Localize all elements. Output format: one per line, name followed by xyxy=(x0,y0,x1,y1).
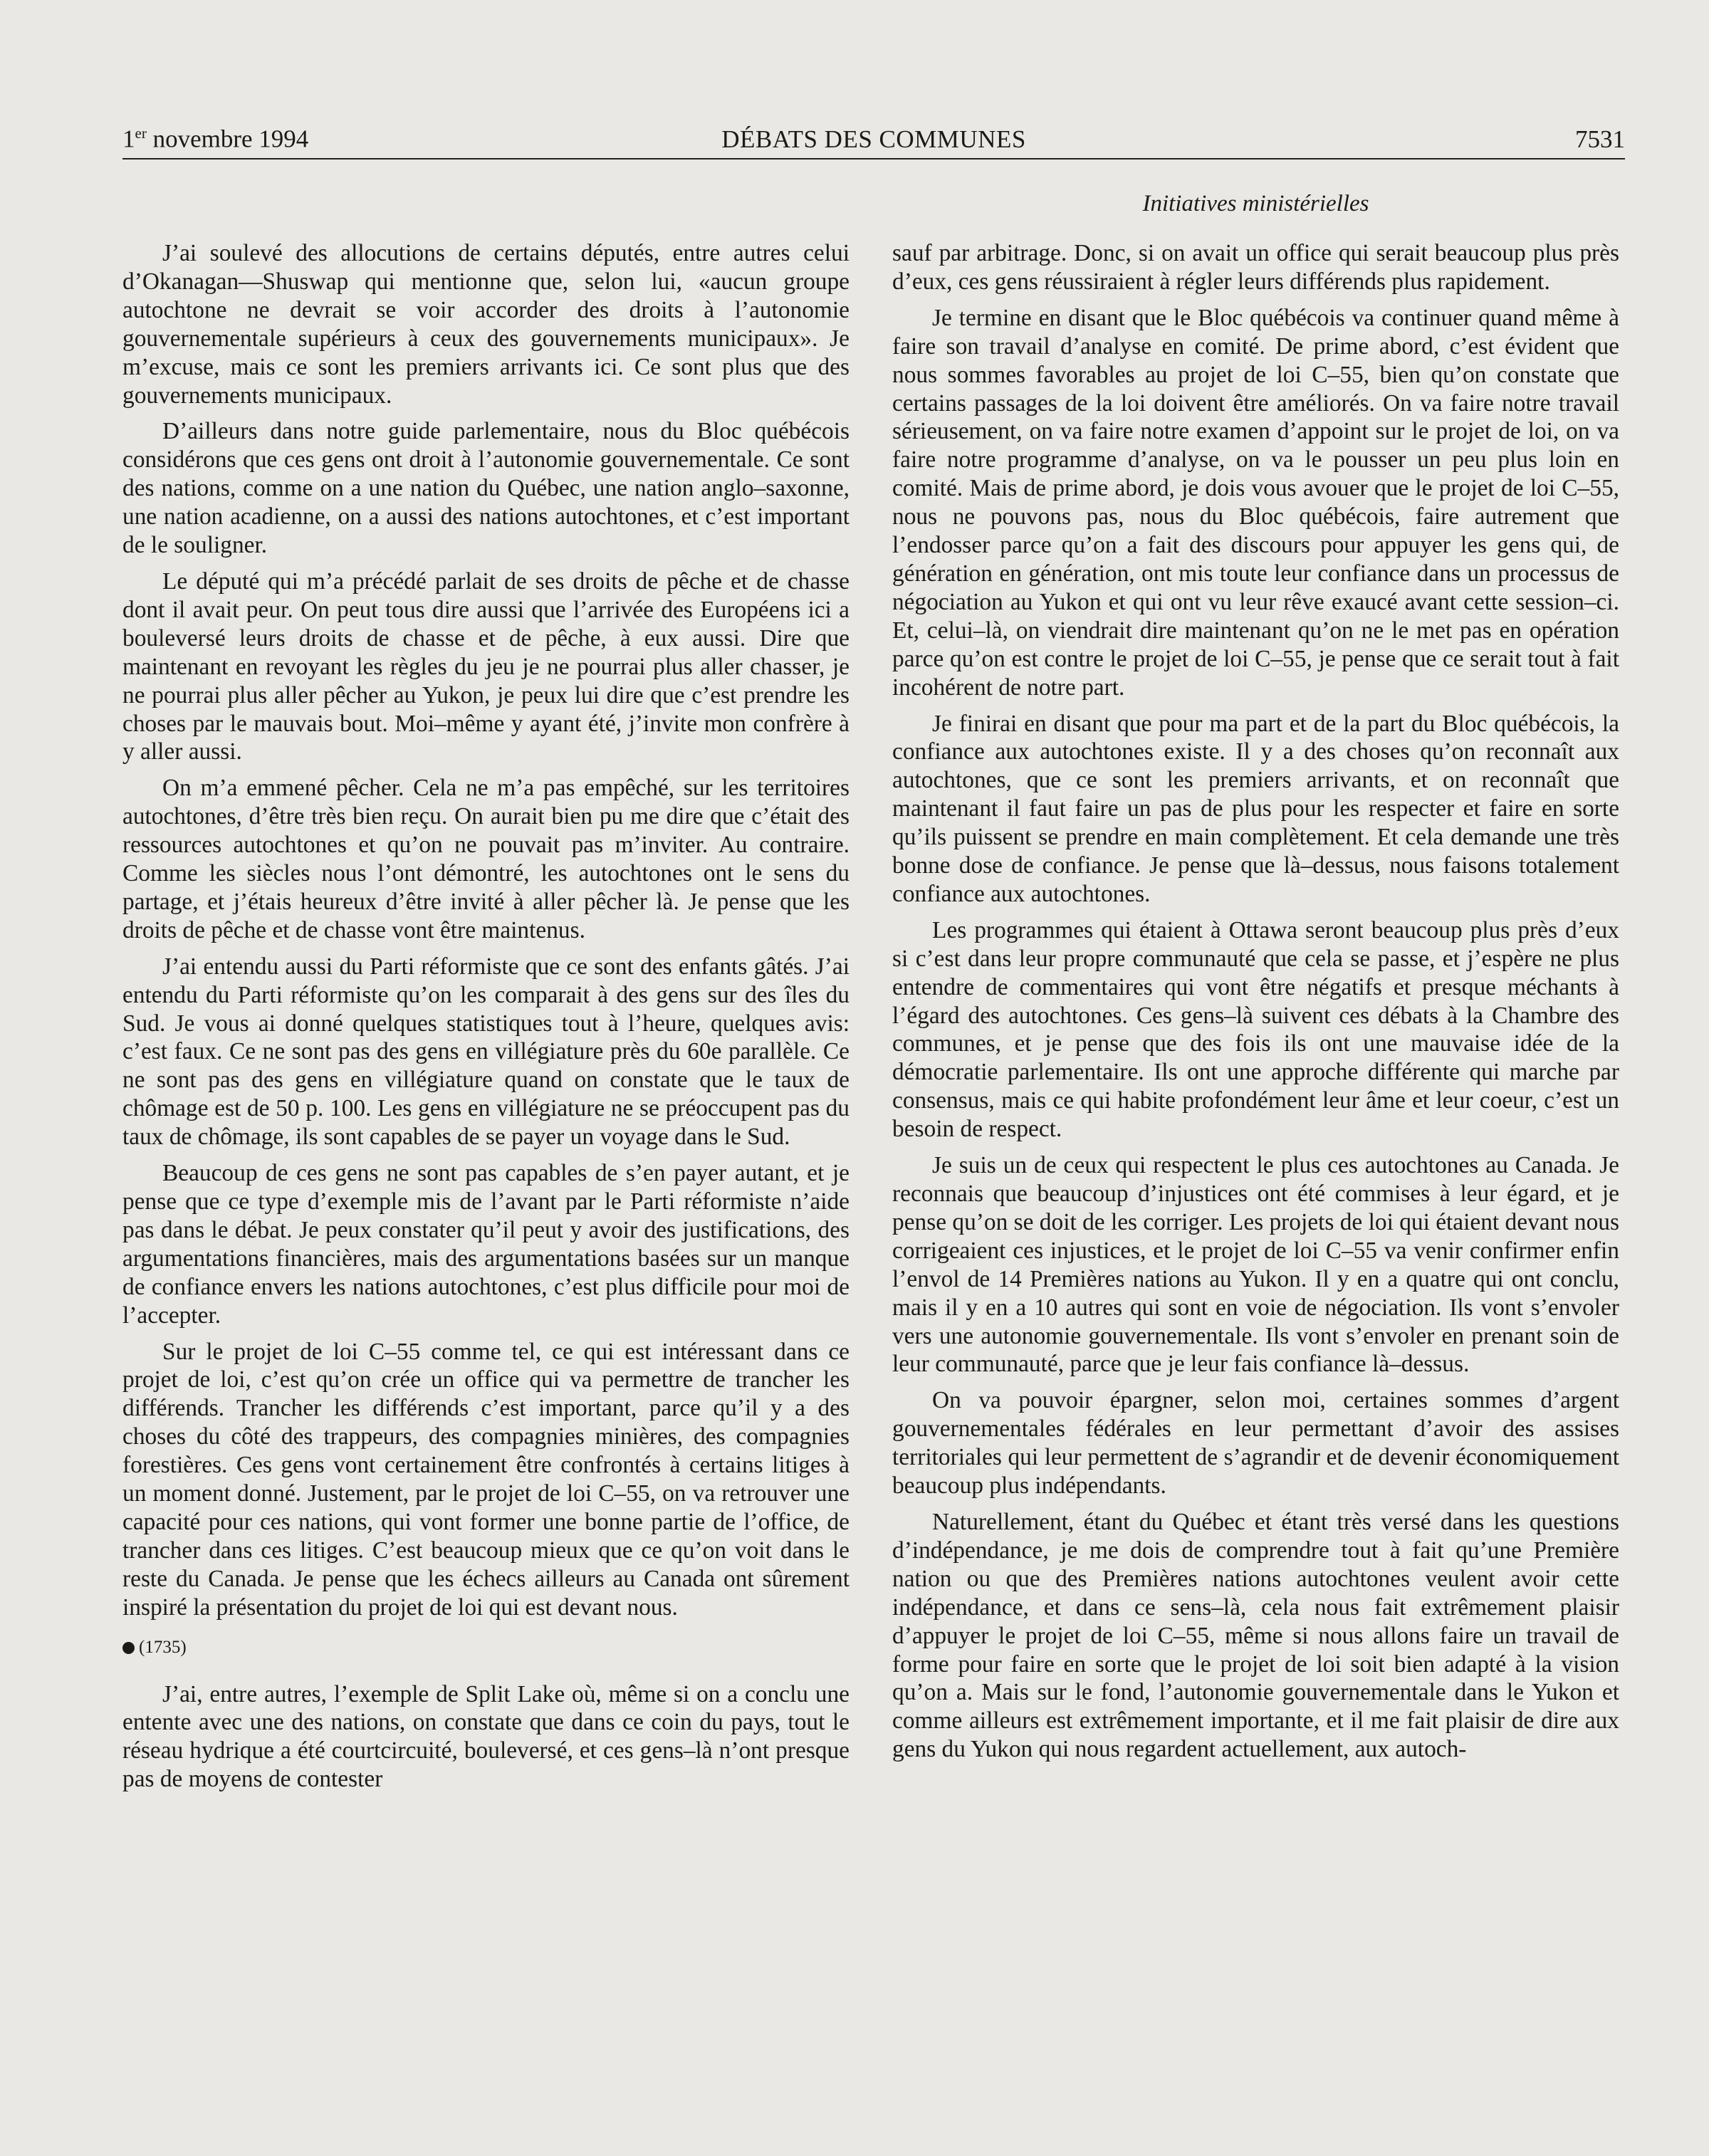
time-marker-text: (1735) xyxy=(139,1637,187,1657)
right-column xyxy=(892,239,1619,1772)
time-marker xyxy=(122,1633,850,1662)
publication-title: DÉBATS DES COMMUNES xyxy=(721,125,1026,153)
paragraph: Je suis un de ceux qui respectent le plus ces autochtones au Canada. Je reconnais que beaucoup d’injustices ont été commises à leur égard, et je pense qu’on se doit de les corriger. Les projets de loi qui étaient devant nous corrigeaient ces injustices, et le projet de loi C–55 va venir confirmer enfin l’envol de 14 Premières nations au Yukon. Il y en a quatre qui ont conclu, mais il y en a 10 autres qui sont en voie de négociation. Ils vont s’envoler vers une autonomie gouvernementale. Ils vont s’envoler en prenant soin de leur communauté, parce que je leur fais confiance là–dessus. xyxy=(892,1152,1619,1378)
paragraph: Naturellement, étant du Québec et étant très versé dans les questions d’indépendance, je me dois de comprendre tout à fait qu’une Première nation ou que des Premières nations autochtones veulent avoir cette indépendance, et dans ce sens–là, cela nous fait extrêmement plaisir d’appuyer le projet de loi C–55, même si nous allons faire un travail de forme pour faire en sorte que le projet de loi soit bien adapté à la vision qu’on a. Mais sur le fond, l’autonomie gouvernementale dans le Yukon et comme ailleurs est extrêmement importante, et il me fait plaisir de dire aux gens du Yukon qui nous regardent actuellement, aux autoch- xyxy=(892,1508,1619,1763)
date-superscript: er xyxy=(135,125,147,142)
paragraph: Je termine en disant que le Bloc québécois va continuer quand même à faire son travail d’analyse en comité. De prime abord, c’est évident que nous sommes favorables au projet de loi C–55, bien qu’on constate que certains passages de la loi doivent être améliorés. On va faire notre travail sérieusement, on va faire notre examen d’appoint sur le projet de loi, on va faire notre programme d’analyse, on va le pousser un peu plus loin en comité. Mais de prime abord, je dois vous avouer que le projet de loi C–55, nous ne pouvons pas, nous du Bloc québécois, faire autrement que l’endosser parce qu’on a fait des discours pour appuyer les gens qui, de génération en génération, ont mis toute leur confiance dans un processus de négociation au Yukon et qui ont vu leur rêve exaucé avant cette session–ci. Et, celui–là, on viendrait dire maintenant qu’on ne le met pas en opération parce qu’on est contre le projet de loi C–55, je pense que ce serait tout à fait incohérent de notre part. xyxy=(892,304,1619,701)
date-day: 1 xyxy=(122,125,135,153)
left-column xyxy=(122,239,850,1801)
paragraph: D’ailleurs dans notre guide parlementaire, nous du Bloc québécois considérons que ces gens ont droit à l’autonomie gouvernementale. Ce sont des nations, comme on a une nation du Québec, une nation anglo–saxonne, une nation acadienne, on a aussi des nations autochtones, et c’est important de le souligner. xyxy=(122,418,850,559)
date-rest: novembre 1994 xyxy=(146,125,309,153)
paragraph: Beaucoup de ces gens ne sont pas capables de s’en payer autant, et je pense que ce type d’exemple mis de l’avant par le Parti réformiste n’aide pas dans le débat. Je peux constater qu’il peut y avoir des justifications, des argumentations financières, mais des argumentations basées sur un manque de confiance envers les nations autochtones, c’est plus difficile pour moi de l’accepter. xyxy=(122,1160,850,1329)
bullet-dot-icon xyxy=(122,1642,135,1654)
paragraph: Le député qui m’a précédé parlait de ses droits de pêche et de chasse dont il avait peur. On peut tous dire aussi que l’arrivée des Européens ici a bouleversé leurs droits de chasse et de pêche, à eux aussi. Dire que maintenant en revoyant les règles du jeu je ne pourrai plus aller chasser, je ne pourrai plus aller pêcher au Yukon, je peux lui dire que c’est prendre les choses par le mauvais bout. Moi–même y ayant été, j’invite mon confrère à y aller aussi. xyxy=(122,567,850,765)
paragraph: Sur le projet de loi C–55 comme tel, ce qui est intéressant dans ce projet de loi, c’est qu’on crée un office qui va permettre de trancher les différends. Trancher les différends c’est important, parce qu’il y a des choses du côté des trappeurs, des compagnies minières, des compagnies forestières. Ces gens vont certainement être confrontés à certains litiges à un moment donné. Justement, par le projet de loi C–55, on va retrouver une capacité pour ces nations, qui vont former une bonne partie de l’office, de trancher dans ces litiges. C’est beaucoup mieux que ce qu’on voit dans le reste du Canada. Je pense que les échecs ailleurs au Canada ont sûrement inspiré la présentation du projet de loi qui est devant nous. xyxy=(122,1338,850,1621)
paragraph: Je finirai en disant que pour ma part et de la part du Bloc québécois, la confiance aux autochtones existe. Il y a des choses qu’on reconnaît aux autochtones, que ce sont les premiers arrivants, et on reconnaît que maintenant il faut faire un pas de plus pour les respecter et faire en sorte qu’ils puissent se prendre en main complètement. Et cela demande une très bonne dose de confiance. Je pense que là–dessus, nous faisons totalement confiance aux autochtones. xyxy=(892,710,1619,907)
continued-paragraph: sauf par arbitrage. Donc, si on avait un office qui serait beaucoup plus près d’eux, ces gens réussiraient à régler leurs différends plus rapidement. xyxy=(892,240,1619,295)
header-date xyxy=(122,125,308,154)
paragraph: J’ai entendu aussi du Parti réformiste que ce sont des enfants gâtés. J’ai entendu du Parti réformiste qu’on les comparait à des gens sur des îles du Sud. Je vous ai donné quelques statistiques tout à l’heure, quelques avis: c’est faux. Ce ne sont pas des gens en villégiature près du 60e parallèle. Ce ne sont pas des gens en villégiature quand on constate que le taux de chômage est de 50 p. 100. Les gens en villégiature ne se préoccupent pas du taux de chômage, ils sont capables de se payer un voyage dans le Sud. xyxy=(122,953,850,1151)
paragraph: On va pouvoir épargner, selon moi, certaines sommes d’argent gouvernementales fédérales en leur permettant d’avoir des assises territoriales qui leur permettent de s’agrandir et de devenir économiquement beaucoup plus indépendants. xyxy=(892,1387,1619,1500)
paragraph: On m’a emmené pêcher. Cela ne m’a pas empêché, sur les territoires autochtones, d’être très bien reçu. On aurait bien pu me dire que c’était des ressources autochtones et qu’on ne pouvait pas m’inviter. Au contraire. Comme les siècles nous l’ont démontré, les autochtones ont le sens du partage, et j’étais heureux d’être invité à aller pêcher là. Je pense que les droits de pêche et de chasse vont être maintenus. xyxy=(122,775,850,943)
section-title: Initiatives ministérielles xyxy=(1142,191,1369,216)
paragraph: Les programmes qui étaient à Ottawa seront beaucoup plus près d’eux si c’est dans leur propre communauté que cela se passe, et j’espère ne plus entendre de commentaires qui vont être négatifs et presque méchants à l’égard des autochtones. Ces gens–là suivent ces débats à la Chambre des communes, et je pense que des fois ils ont une mauvaise idée de la démocratie parlementaire. Ils ont une approche différente qui marche par consensus, mais ce qui habite profondément leur âme et leur coeur, c’est un besoin de respect. xyxy=(892,916,1619,1143)
page-header xyxy=(122,114,1625,159)
page-number: 7531 xyxy=(1575,125,1625,153)
paragraph: J’ai soulevé des allocutions de certains députés, entre autres celui d’Okanagan—Shuswap qui mentionne que, selon lui, «aucun groupe autochtone ne devrait se voir accorder des droits à l’autonomie gouvernementale supérieurs à ceux des gouvernements municipaux». Je m’excuse, mais ce sont les premiers arrivants ici. Ce sont plus que des gouvernements municipaux. xyxy=(122,240,850,409)
paragraph: J’ai, entre autres, l’exemple de Split Lake où, même si on a conclu une entente avec une des nations, on constate que dans ce coin du pays, tout le réseau hydrique a été courtcircuité, bouleversé, et ces gens–là n’ont presque pas de moyens de contester xyxy=(122,1680,850,1793)
